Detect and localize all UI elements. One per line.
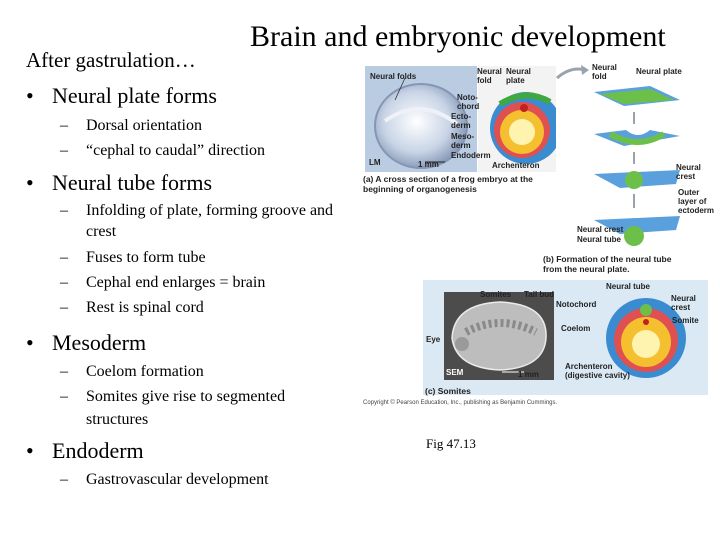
caption-b: (b) Formation of the neural tube from the neural plate. bbox=[543, 254, 672, 274]
sub-item: – Dorsal orientation bbox=[60, 117, 202, 134]
arrow-icon bbox=[555, 62, 591, 82]
label-archenteron-a: Archenteron bbox=[492, 161, 540, 170]
sub-item: – “cephal to caudal” direction bbox=[60, 142, 266, 159]
label-neural-crest-c: Neural crest bbox=[671, 294, 696, 312]
label-ectoderm-a: Ecto- derm bbox=[451, 112, 471, 130]
label-notochord-c: Notochord bbox=[556, 300, 597, 309]
label-neural-crest-b: Neural crest bbox=[577, 225, 624, 234]
sublist-endoderm bbox=[60, 467, 269, 492]
slide-title: Brain and embryonic development bbox=[250, 20, 666, 53]
label-neural-tube-c: Neural tube bbox=[606, 282, 651, 291]
sub-item: – Fuses to form tube bbox=[60, 249, 206, 266]
caption-c: (c) Somites bbox=[425, 386, 471, 396]
sub-item: – Gastrovascular development bbox=[60, 471, 269, 488]
label-neural-tube-b: Neural tube bbox=[577, 235, 622, 244]
sublist-neural-tube bbox=[60, 200, 333, 320]
bullet-text: Neural tube forms bbox=[52, 170, 213, 195]
label-outer-layer: Outer layer of ectoderm bbox=[678, 188, 715, 215]
label-mesoderm-a: Meso- derm bbox=[451, 132, 475, 150]
label-scale-a: 1 mm bbox=[418, 160, 439, 169]
label-scale-c: 1 mm bbox=[518, 370, 539, 379]
sublist-neural-plate bbox=[60, 113, 265, 163]
label-archenteron-c: Archenteron (digestive cavity) bbox=[565, 362, 630, 380]
label-neural-plate-a: Neural plate bbox=[506, 67, 531, 85]
sub-item: – Coelom formation bbox=[60, 363, 204, 380]
bullet-dot: • bbox=[26, 438, 34, 463]
label-coelom: Coelom bbox=[561, 324, 591, 333]
sub-item-continued: structures bbox=[86, 411, 149, 428]
figure-reference: Fig 47.13 bbox=[426, 436, 476, 451]
label-lm: LM bbox=[369, 158, 381, 167]
copyright-notice: Copyright © Pearson Education, Inc., publishing as Benjamin Cummings. bbox=[363, 400, 558, 406]
bullet-neural-tube bbox=[26, 170, 212, 196]
bullet-endoderm bbox=[26, 438, 144, 464]
caption-a: (a) A cross section of a frog embryo at the beginning of organogenesis bbox=[363, 174, 533, 194]
label-eye: Eye bbox=[426, 335, 441, 344]
sub-item: – Somites give rise to segmented bbox=[60, 388, 286, 405]
bullet-dot: • bbox=[26, 170, 34, 195]
slide-subtitle: After gastrulation… bbox=[26, 48, 196, 72]
bullet-text: Neural plate forms bbox=[52, 83, 217, 108]
label-neural-folds: Neural folds bbox=[370, 72, 417, 81]
bullet-dot: • bbox=[26, 330, 34, 355]
sub-item: – Rest is spinal cord bbox=[60, 299, 204, 316]
bullet-dot: • bbox=[26, 83, 34, 108]
label-sem: SEM bbox=[446, 368, 464, 377]
label-notochord-a: Noto- chord bbox=[457, 93, 480, 111]
label-neural-crest-b-right: Neural crest bbox=[676, 163, 701, 181]
sublist-mesoderm bbox=[60, 359, 285, 430]
bullet-neural-plate bbox=[26, 83, 217, 109]
panel-c-sem-image bbox=[444, 292, 554, 380]
sub-item: – Infolding of plate, forming groove and bbox=[60, 202, 334, 219]
label-somite-c: Somite bbox=[672, 316, 699, 325]
label-somites: Somites bbox=[480, 290, 512, 299]
bullet-text: Endoderm bbox=[52, 438, 144, 463]
label-neural-fold-a: Neural fold bbox=[477, 67, 502, 85]
bullet-mesoderm bbox=[26, 330, 146, 356]
label-tail-bud: Tail bud bbox=[524, 290, 555, 299]
sub-item: – Cephal end enlarges = brain bbox=[60, 274, 266, 291]
label-endoderm-a: Endoderm bbox=[451, 151, 491, 160]
label-neural-fold-b: Neural fold bbox=[592, 63, 617, 81]
label-neural-plate-b: Neural plate bbox=[636, 67, 682, 76]
sem-embryo-image bbox=[444, 292, 554, 380]
sub-item-continued: crest bbox=[86, 223, 117, 240]
bullet-text: Mesoderm bbox=[52, 330, 147, 355]
